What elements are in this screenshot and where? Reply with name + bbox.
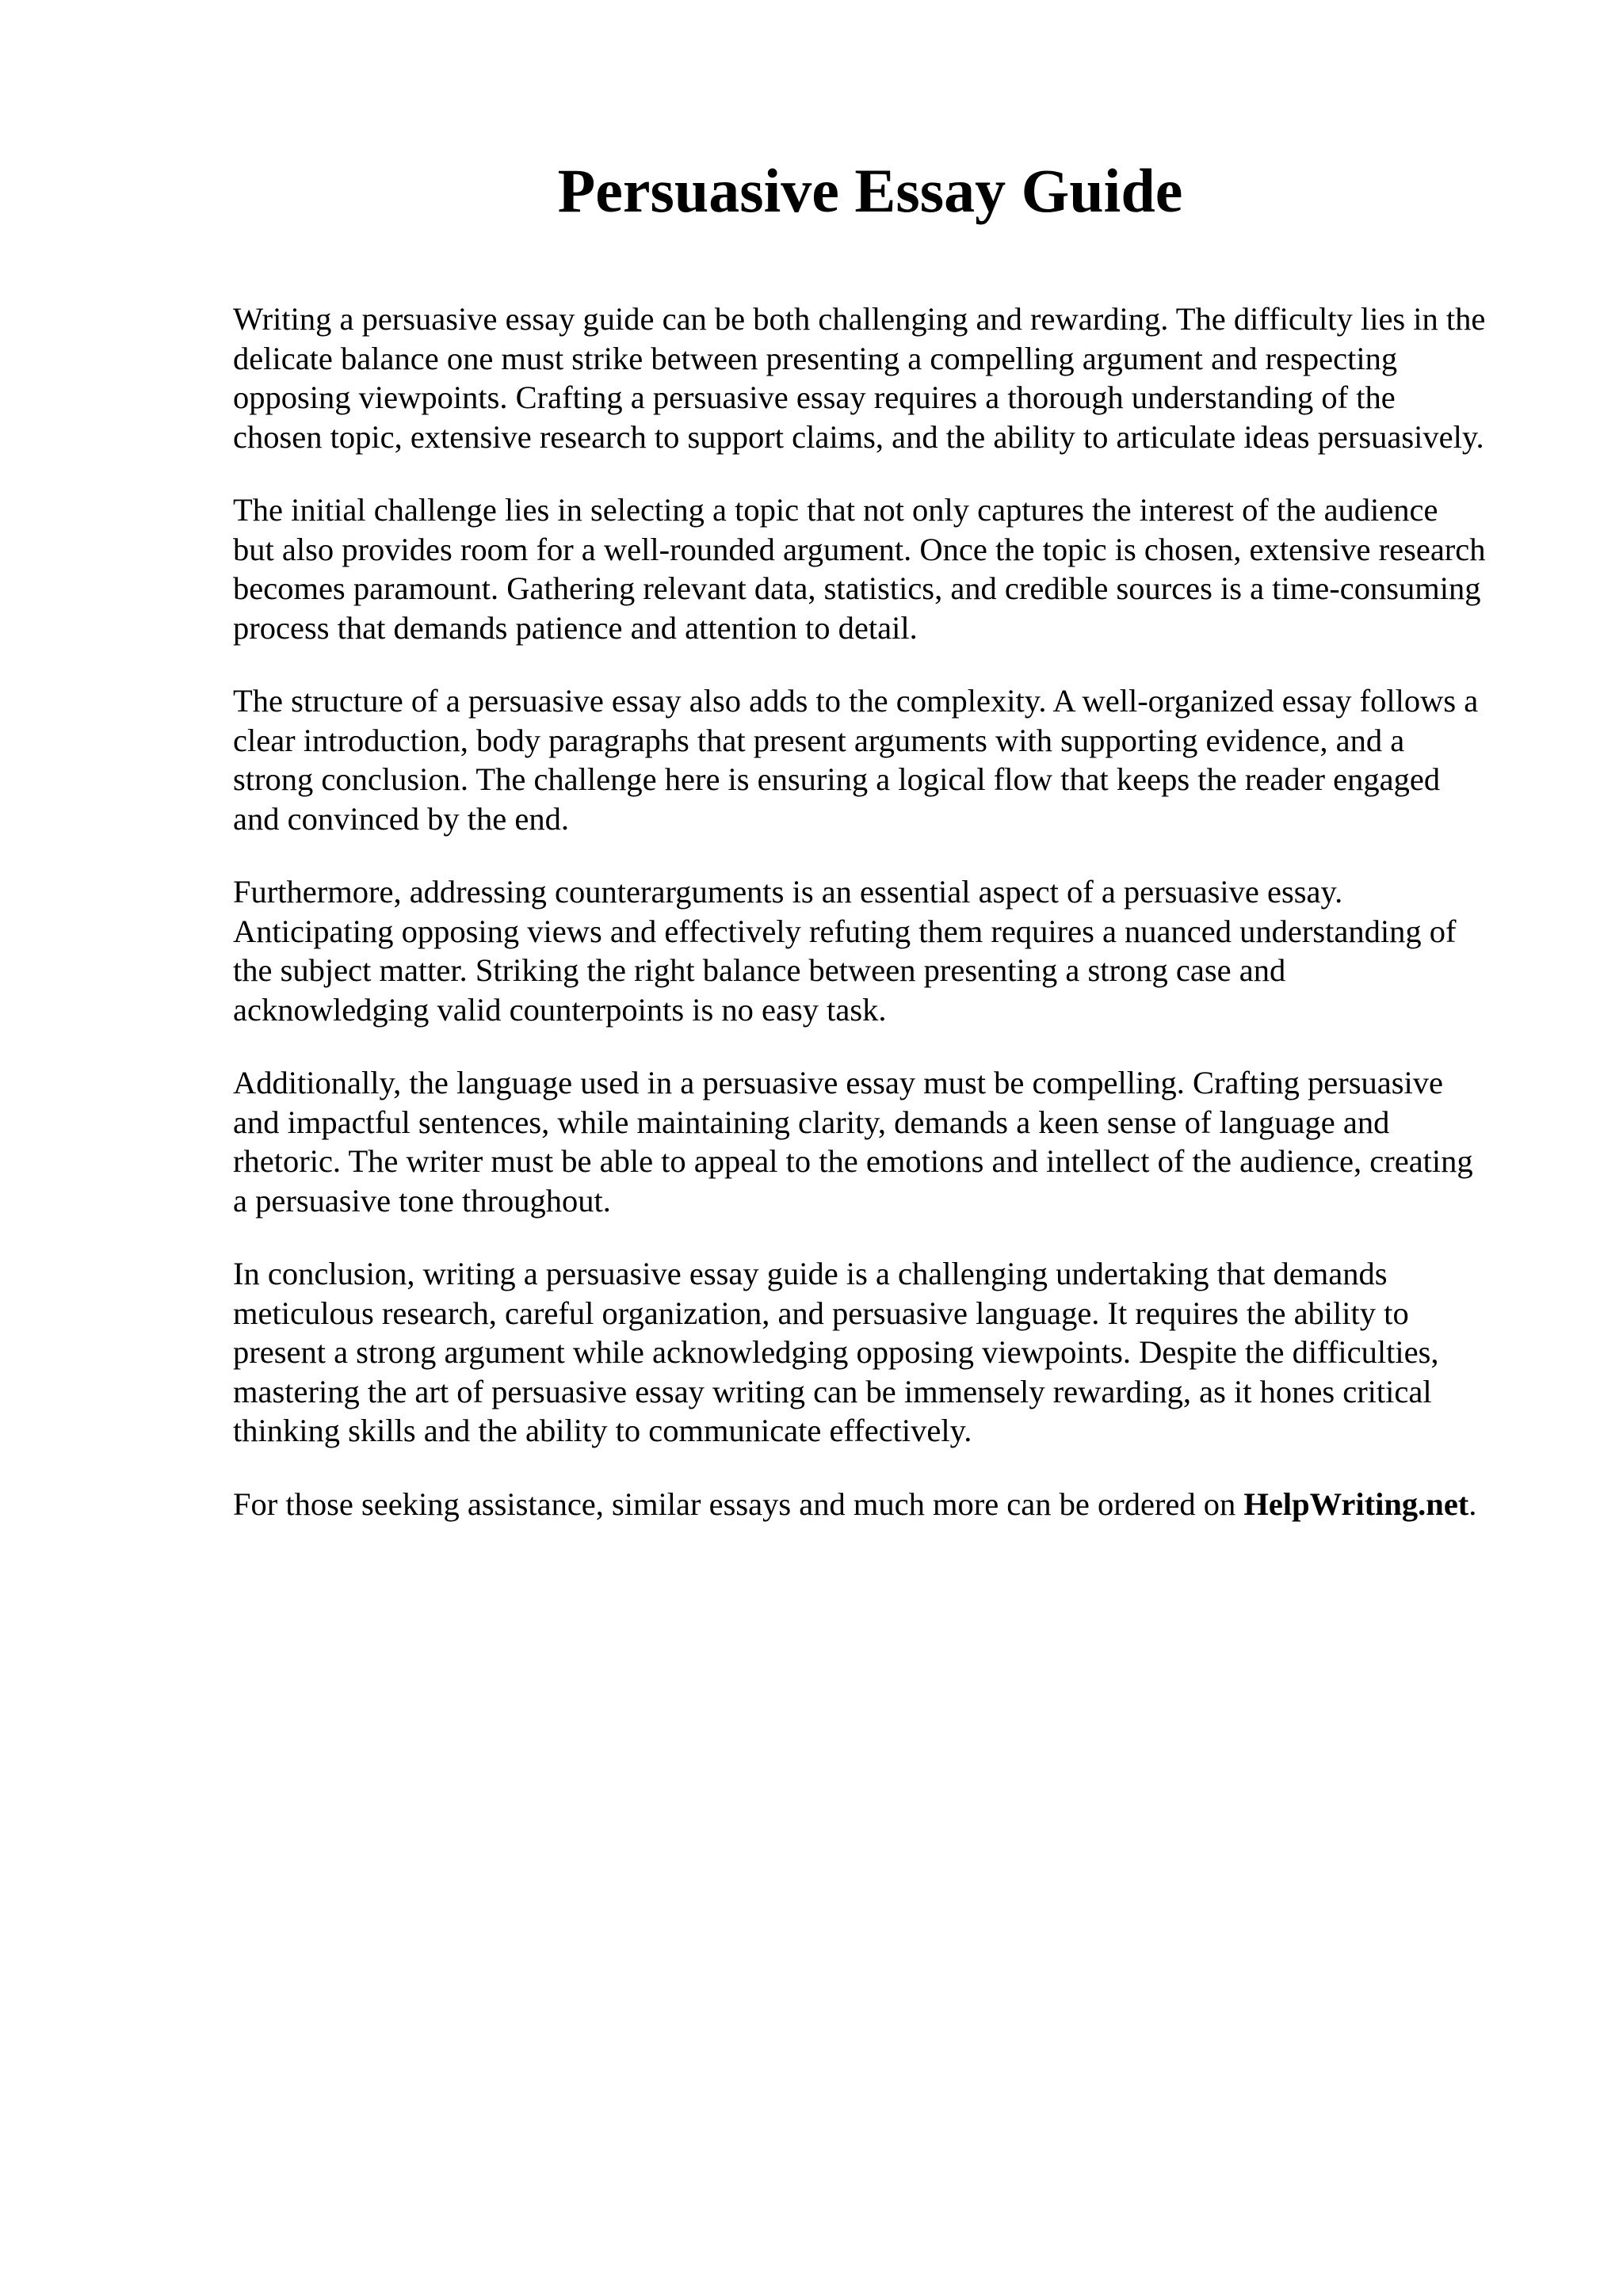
text-line: rhetoric. The writer must be able to appeal to the emotions and intellect of the audience, creating bbox=[233, 1143, 1473, 1179]
text-line: clear introduction, body paragraphs that present arguments with supporting evidence, and a bbox=[233, 722, 1405, 758]
text-line: the subject matter. Striking the right balance between presenting a strong case and bbox=[233, 952, 1286, 988]
text-line: In conclusion, writing a persuasive essay guide is a challenging undertaking that demands bbox=[233, 1256, 1388, 1291]
text-line: a persuasive tone throughout. bbox=[233, 1182, 611, 1219]
closing-text: For those seeking assistance, similar essays and much more can be ordered on bbox=[233, 1486, 1244, 1522]
text-line: meticulous research, careful organization, and persuasive language. It requires the ability to bbox=[233, 1295, 1409, 1331]
text-line: opposing viewpoints. Crafting a persuasive essay requires a thorough understanding of the bbox=[233, 379, 1396, 415]
text-line: delicate balance one must strike between presenting a compelling argument and respecting bbox=[233, 340, 1398, 376]
text-line: The structure of a persuasive essay also adds to the complexity. A well-organized essay follows a bbox=[233, 683, 1479, 719]
closing-period: . bbox=[1468, 1486, 1477, 1522]
text-line: strong conclusion. The challenge here is ensuring a logical flow that keeps the reader engaged bbox=[233, 761, 1441, 797]
text-line: process that demands patience and attention to detail. bbox=[233, 609, 918, 646]
helpwriting-link[interactable]: HelpWriting.net bbox=[1243, 1486, 1469, 1522]
text-line: chosen topic, extensive research to support claims, and the ability to articulate ideas persuasively. bbox=[233, 418, 1484, 455]
page-title: Persuasive Essay Guide bbox=[557, 156, 1183, 225]
text-line: Furthermore, addressing counterarguments is an essential aspect of a persuasive essay. bbox=[233, 874, 1343, 910]
text-line: and convinced by the end. bbox=[233, 800, 569, 837]
paragraph-3 bbox=[233, 681, 1533, 838]
text-line: mastering the art of persuasive essay writing can be immensely rewarding, as it hones critical bbox=[233, 1373, 1432, 1409]
paragraph-5 bbox=[233, 1063, 1533, 1220]
paragraph-6 bbox=[233, 1254, 1533, 1451]
text-line: Writing a persuasive essay guide can be both challenging and rewarding. The difficulty lies in the bbox=[233, 301, 1486, 337]
text-line: The initial challenge lies in selecting a topic that not only captures the interest of the audience bbox=[233, 492, 1438, 528]
paragraph-2 bbox=[233, 490, 1533, 647]
paragraph-1 bbox=[233, 299, 1533, 456]
text-line: acknowledging valid counterpoints is no easy task. bbox=[233, 991, 887, 1028]
text-line: Anticipating opposing views and effectively refuting them requires a nuanced understanding of bbox=[233, 913, 1457, 949]
text-line: and impactful sentences, while maintaining clarity, demands a keen sense of language and bbox=[233, 1104, 1390, 1140]
text-line: but also provides room for a well-rounded argument. Once the topic is chosen, extensive research bbox=[233, 531, 1486, 567]
text-line: thinking skills and the ability to communicate effectively. bbox=[233, 1413, 972, 1448]
text-line: Additionally, the language used in a persuasive essay must be compelling. Crafting persuasive bbox=[233, 1065, 1443, 1100]
essay-body bbox=[233, 299, 1533, 1558]
closing-paragraph bbox=[233, 1485, 1533, 1524]
text-line: present a strong argument while acknowledging opposing viewpoints. Despite the difficulties, bbox=[233, 1334, 1439, 1370]
paragraph-4 bbox=[233, 872, 1533, 1029]
text-line: becomes paramount. Gathering relevant data, statistics, and credible sources is a time-consuming bbox=[233, 570, 1481, 606]
